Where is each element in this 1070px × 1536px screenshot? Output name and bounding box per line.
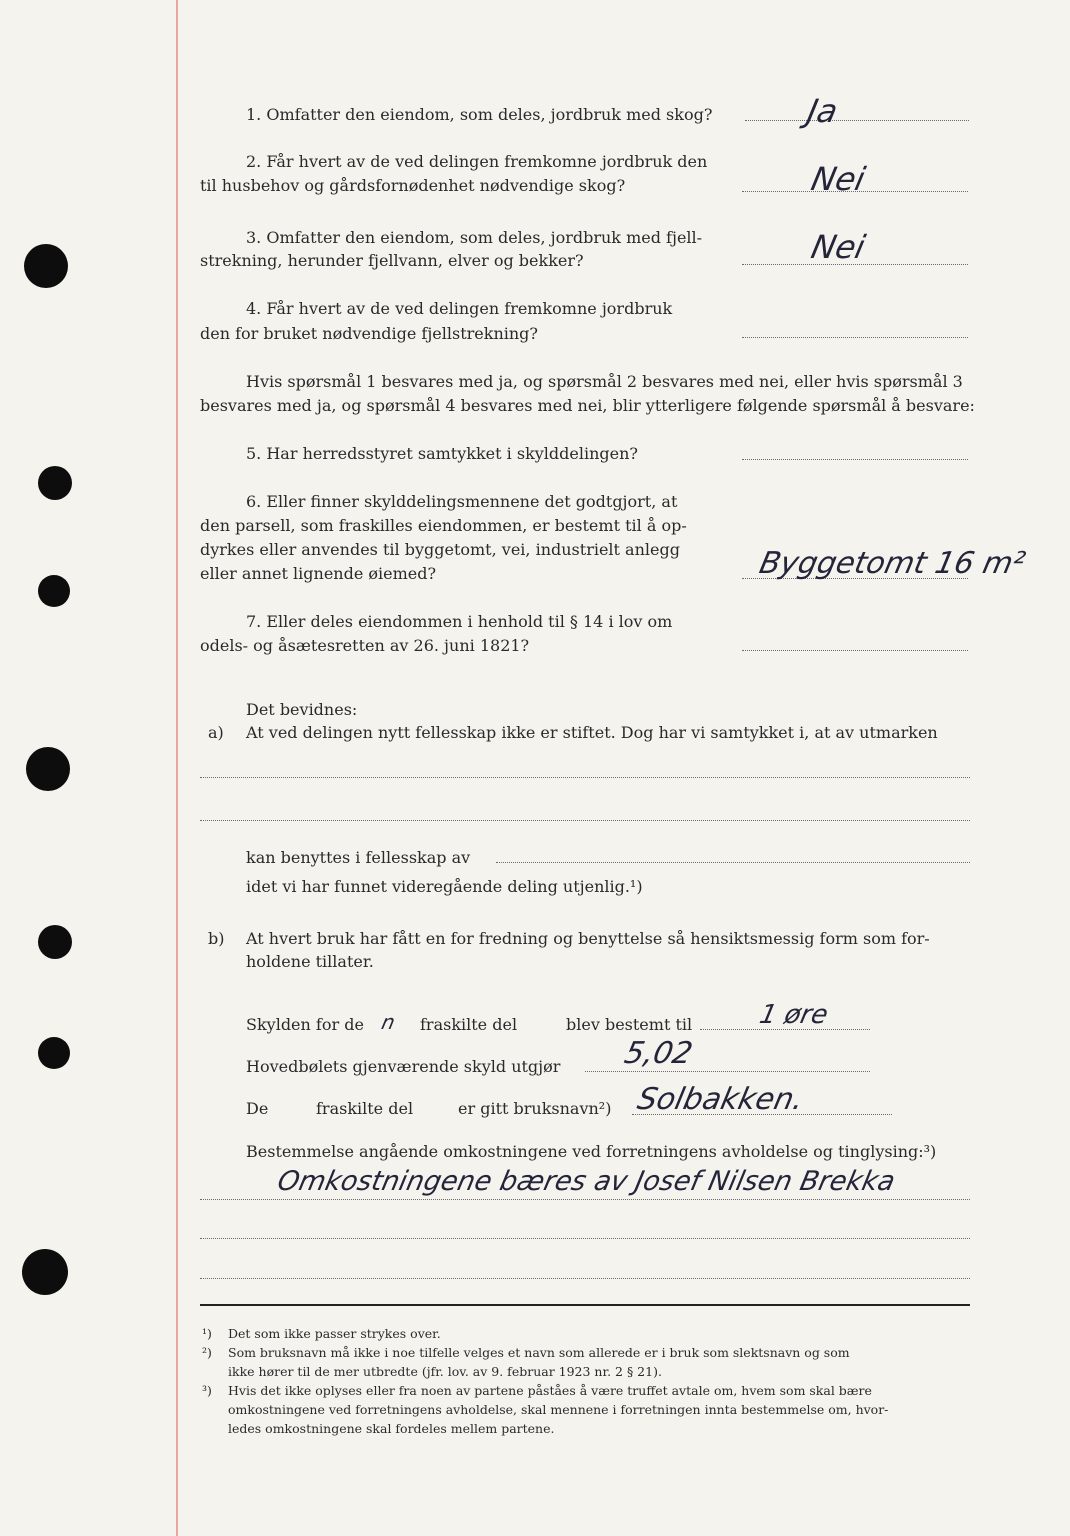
blank-line (200, 820, 970, 821)
footnote-3-line-3: ledes omkostningene skal fordeles mellem partene. (228, 1421, 555, 1436)
question-3-line-2: strekning, herunder fjellvann, elver og bekker? (200, 251, 584, 270)
certify-a-label: a) (208, 723, 224, 742)
footnote-3-line-2: omkostningene ved forretningens avholdelse, skal mennene i forretningen innta bestemmelse om, hvor- (228, 1402, 889, 1417)
navn-label-a: De (246, 1099, 269, 1118)
navn-label-b: fraskilte del (316, 1099, 414, 1118)
hoved-label: Hovedbølets gjenværende skyld utgjør (246, 1057, 561, 1076)
punch-hole (24, 244, 68, 288)
blank-line (200, 1278, 970, 1279)
punch-hole (38, 925, 72, 959)
bestem-label: Bestemmelse angående omkostningene ved forretningens avholdelse og tinglysing:³) (246, 1142, 937, 1161)
skyld-label-c: blev bestemt til (566, 1015, 693, 1034)
bestem-line (200, 1199, 970, 1200)
question-3-line-1: 3. Omfatter den eiendom, som deles, jordbruk med fjell- (246, 228, 703, 247)
question-1: 1. Omfatter den eiendom, som deles, jordbruk med skog? (246, 105, 713, 124)
blank-line (200, 777, 970, 778)
certify-a-text: At ved delingen nytt fellesskap ikke er stiftet. Dog har vi samtykket i, at av utmarken (246, 723, 938, 742)
answer-6: Byggetomt 16 m² (756, 546, 1029, 581)
hoved-line (585, 1071, 870, 1072)
answer-line-4 (742, 337, 968, 338)
fellesskap-label: kan benyttes i fellesskap av (246, 848, 471, 867)
answer-line-1 (745, 120, 969, 121)
question-7-line-2: odels- og åsætesretten av 26. juni 1821? (200, 636, 530, 655)
answer-line-5 (742, 459, 968, 460)
certify-b-line-2: holdene tillater. (246, 952, 374, 971)
punch-hole (26, 747, 70, 791)
question-5: 5. Har herredsstyret samtykket i skylddelingen? (246, 444, 638, 463)
answer-2: Nei (807, 160, 869, 198)
certify-b-label: b) (208, 929, 225, 948)
fellesskap-line (496, 862, 970, 863)
answer-3: Nei (807, 228, 869, 266)
utjenlig-text: idet vi har funnet videregående deling utjenlig.¹) (246, 877, 643, 896)
skyld-answer: 1 øre (756, 1000, 831, 1030)
navn-label-c: er gitt bruksnavn²) (458, 1099, 612, 1118)
footnote-1-mark: ¹) (202, 1326, 212, 1341)
answer-1: Ja (803, 92, 842, 130)
footnote-3-mark: ³) (202, 1383, 212, 1398)
skyld-label-b: fraskilte del (420, 1015, 518, 1034)
question-6-line-3: dyrkes eller anvendes til byggetomt, vei, industrielt anlegg (200, 540, 680, 559)
punch-hole (38, 1037, 70, 1069)
footnote-2-line-1: Som bruksnavn må ikke i noe tilfelle velges et navn som allerede er i bruk som slektsnavn og som (228, 1345, 850, 1360)
question-7-line-1: 7. Eller deles eiendommen i henhold til § 14 i lov om (246, 612, 673, 631)
footnote-2-mark: ²) (202, 1345, 212, 1360)
condition-line-2: besvares med ja, og spørsmål 4 besvares med nei, blir ytterligere følgende spørsmål å besvare: (200, 396, 975, 415)
question-2-line-2: til husbehov og gårdsfornødenhet nødvendige skog? (200, 176, 626, 195)
footnote-2-line-2: ikke hører til de mer utbredte (jfr. lov. av 9. februar 1923 nr. 2 § 21). (228, 1364, 662, 1379)
question-4-line-1: 4. Får hvert av de ved delingen fremkomne jordbruk (246, 299, 673, 318)
hoved-answer: 5,02 (621, 1036, 696, 1071)
question-6-line-1: 6. Eller finner skylddelingsmennene det godtgjort, at (246, 492, 678, 511)
question-6-line-2: den parsell, som fraskilles eiendommen, er bestemt til å op- (200, 516, 687, 535)
certify-intro: Det bevidnes: (246, 700, 358, 719)
blank-line (200, 1238, 970, 1239)
punch-hole (22, 1249, 68, 1295)
skyld-label-a: Skylden for de (246, 1015, 364, 1034)
margin-line (176, 0, 178, 1536)
condition-line-1: Hvis spørsmål 1 besvares med ja, og spørsmål 2 besvares med nei, eller hvis spørsmål 3 (246, 372, 963, 391)
footnote-rule (200, 1304, 970, 1306)
punch-hole (38, 466, 72, 500)
footnote-1: Det som ikke passer strykes over. (228, 1326, 441, 1341)
navn-answer: Solbakken. (634, 1082, 807, 1117)
footnote-3-line-1: Hvis det ikke oplyses eller fra noen av partene påståes å være truffet avtale om, hvem som skal bære (228, 1383, 872, 1398)
bestem-answer: Omkostningene bæres av Josef Nilsen Brekka (274, 1166, 898, 1197)
skyld-hw-n: n (379, 1010, 398, 1034)
answer-line-7 (742, 650, 968, 651)
punch-hole (38, 575, 70, 607)
question-6-line-4: eller annet lignende øiemed? (200, 564, 437, 583)
certify-b-line-1: At hvert bruk har fått en for fredning og benyttelse så hensiktsmessig form som for- (246, 929, 930, 948)
question-4-line-2: den for bruket nødvendige fjellstrekning? (200, 324, 538, 343)
question-2-line-1: 2. Får hvert av de ved delingen fremkomne jordbruk den (246, 152, 708, 171)
